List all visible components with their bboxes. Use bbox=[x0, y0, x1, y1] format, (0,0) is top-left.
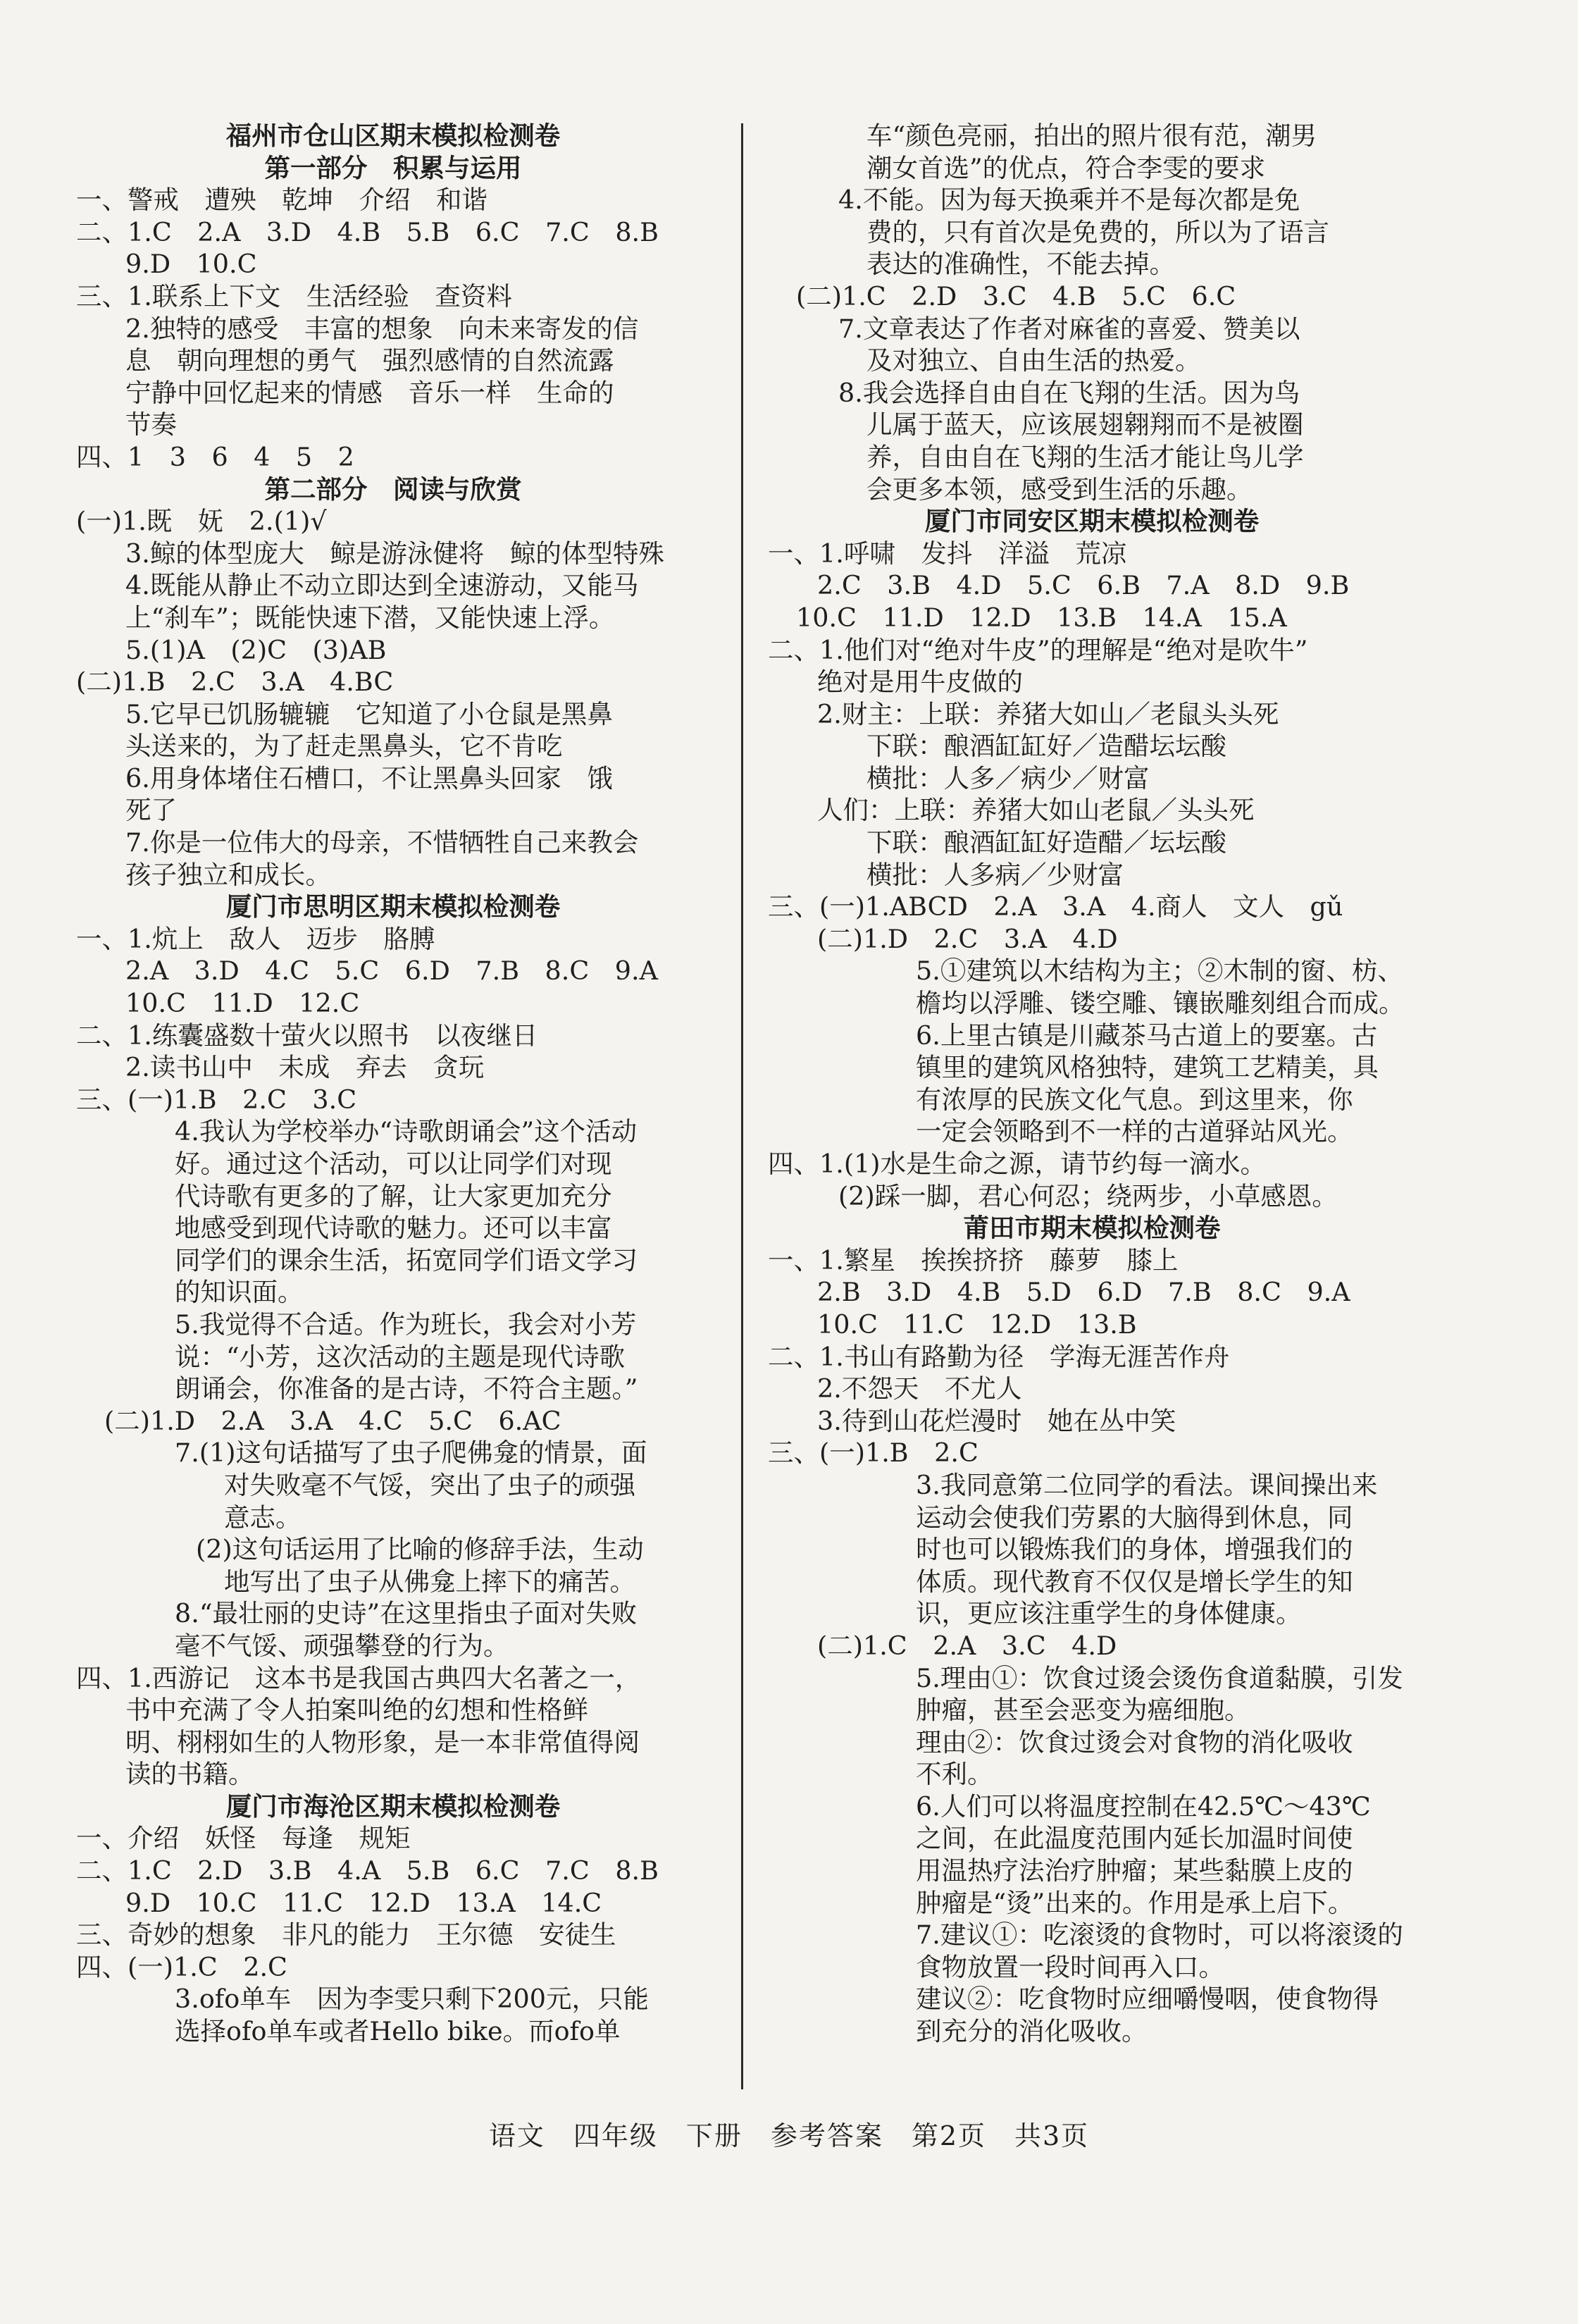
answer-line: 表达的准确性，不能去掉。 bbox=[866, 249, 1175, 280]
answer-line: 镇里的建筑风格独特，建筑工艺精美，具 bbox=[916, 1052, 1379, 1083]
answer-line: 肿瘤是“烫”出来的。作用是承上启下。 bbox=[916, 1887, 1354, 1918]
answer-line: 一、介绍 妖怪 每逢 规矩 bbox=[76, 1823, 411, 1854]
answer-line: 用温热疗法治疗肿瘤；某些黏膜上皮的 bbox=[916, 1855, 1353, 1886]
section-heading: 莆田市期末模拟检测卷 bbox=[963, 1213, 1221, 1244]
answer-line: 时也可以锻炼我们的身体，增强我们的 bbox=[916, 1534, 1353, 1565]
answer-line: 及对独立、自由生活的热爱。 bbox=[866, 345, 1201, 376]
answer-line: 孩子独立和成长。 bbox=[125, 859, 331, 890]
answer-line: 四、1.西游记 这本书是我国古典四大名著之一， bbox=[76, 1662, 641, 1693]
answer-line: 毫不气馁、顽强攀登的行为。 bbox=[175, 1630, 509, 1661]
answer-line: 7.文章表达了作者对麻雀的喜爱、赞美以 bbox=[838, 313, 1300, 344]
answer-line: 9.D 10.C bbox=[125, 249, 257, 280]
answer-line: (二)1.C 2.A 3.C 4.D bbox=[817, 1630, 1117, 1661]
section-heading: 厦门市同安区期末模拟检测卷 bbox=[924, 506, 1260, 537]
answer-line: 理由②：饮食过烫会对食物的消化吸收 bbox=[916, 1726, 1353, 1757]
answer-line: 二、1.C 2.D 3.B 4.A 5.B 6.C 7.C 8.B bbox=[76, 1855, 659, 1886]
answer-line: 4.既能从静止不动立即达到全速游动，又能马 bbox=[125, 570, 639, 601]
answer-line: 2.不怨天 不尤人 bbox=[817, 1373, 1022, 1404]
answer-line: 二、1.C 2.A 3.D 4.B 5.B 6.C 7.C 8.B bbox=[76, 216, 659, 247]
answer-line: 建议②：吃食物时应细嚼慢咽，使食物得 bbox=[916, 1984, 1379, 2015]
section-heading: 第二部分 阅读与欣赏 bbox=[264, 474, 522, 505]
answer-line: 8.我会选择自由自在飞翔的生活。因为鸟 bbox=[838, 377, 1300, 408]
answer-line: 节奏 bbox=[125, 409, 177, 440]
answer-line: 食物放置一段时间再入口。 bbox=[916, 1951, 1224, 1982]
answer-line: 三、奇妙的想象 非凡的能力 王尔德 安徒生 bbox=[76, 1920, 616, 1951]
answer-line: 2.A 3.D 4.C 5.C 6.D 7.B 8.C 9.A bbox=[125, 956, 658, 987]
answer-line: 地写出了虫子从佛龛上摔下的痛苦。 bbox=[224, 1566, 635, 1597]
answer-line: 7.(1)这句话描写了虫子爬佛龛的情景，面 bbox=[175, 1438, 647, 1469]
answer-line: 2.财主：上联：养猪大如山／老鼠头头死 bbox=[817, 698, 1279, 729]
answer-line: 8.“最壮丽的史诗”在这里指虫子面对失败 bbox=[175, 1598, 638, 1629]
answer-line: 到充分的消化吸收。 bbox=[916, 2016, 1148, 2047]
answer-line: 三、(一)1.ABCD 2.A 3.A 4.商人 文人 gǔ bbox=[768, 891, 1343, 922]
answer-line: 7.你是一位伟大的母亲，不惜牺牲自己来教会 bbox=[125, 827, 639, 858]
answer-line: 6.用身体堵住石槽口，不让黑鼻头回家 饿 bbox=[125, 762, 613, 793]
answer-line: 四、1.(1)水是生命之源，请节约每一滴水。 bbox=[768, 1149, 1267, 1179]
answer-line: 选择ofo单车或者Hello bike。而ofo单 bbox=[175, 2016, 621, 2047]
answer-line: 5.我觉得不合适。作为班长，我会对小芳 bbox=[175, 1309, 637, 1340]
left-column bbox=[76, 120, 710, 2048]
answer-line: 4.我认为学校举办“诗歌朗诵会”这个活动 bbox=[175, 1116, 638, 1147]
answer-line: 一、1.繁星 挨挨挤挤 藤萝 膝上 bbox=[768, 1244, 1179, 1275]
answer-line: (2)踩一脚，君心何忍；绕两步，小草感恩。 bbox=[838, 1180, 1338, 1211]
answer-line: 2.独特的感受 丰富的想象 向未来寄发的信 bbox=[125, 313, 639, 344]
answer-line: 头送来的，为了赶走黑鼻头，它不肯吃 bbox=[125, 731, 563, 762]
answer-line: 一、1.呼啸 发抖 洋溢 荒凉 bbox=[768, 538, 1127, 569]
answer-line: 识，更应该注重学生的身体健康。 bbox=[916, 1598, 1302, 1629]
answer-line: 三、(一)1.B 2.C bbox=[768, 1438, 979, 1469]
answer-line: 10.C 11.D 12.D 13.B 14.A 15.A bbox=[796, 602, 1287, 633]
answer-line: (二)1.D 2.A 3.A 4.C 5.C 6.AC bbox=[104, 1405, 561, 1436]
answer-line: 下联：酿酒缸缸好／造醋坛坛酸 bbox=[866, 731, 1226, 762]
answer-line: 二、1.练囊盛数十萤火以照书 以夜继日 bbox=[76, 1020, 538, 1051]
answer-line: 6.人们可以将温度控制在42.5℃～43℃ bbox=[916, 1791, 1371, 1822]
answer-line: 明、栩栩如生的人物形象，是一本非常值得阅 bbox=[125, 1726, 640, 1757]
answer-line: 朗诵会，你准备的是古诗，不符合主题。” bbox=[175, 1373, 638, 1404]
answer-line: 有浓厚的民族文化气息。到这里来，你 bbox=[916, 1084, 1353, 1115]
answer-line: 二、1.他们对“绝对牛皮”的理解是“绝对是吹牛” bbox=[768, 634, 1308, 665]
answer-line: 对失败毫不气馁，突出了虫子的顽强 bbox=[224, 1469, 635, 1500]
answer-line: 一、1.炕上 敌人 迈步 胳膊 bbox=[76, 923, 435, 954]
answer-line: 息 朝向理想的勇气 强烈感情的自然流露 bbox=[125, 345, 614, 376]
answer-line: (二)1.C 2.D 3.C 4.B 5.C 6.C bbox=[796, 280, 1236, 311]
answer-line: 运动会使我们劳累的大脑得到休息，同 bbox=[916, 1502, 1353, 1533]
answer-line: 会更多本领，感受到生活的乐趣。 bbox=[866, 474, 1253, 505]
answer-line: 的知识面。 bbox=[175, 1277, 304, 1308]
answer-line: 意志。 bbox=[224, 1502, 302, 1533]
answer-line: 3.待到山花烂漫时 她在丛中笑 bbox=[817, 1405, 1176, 1436]
answer-line: 人们：上联：养猪大如山老鼠／头头死 bbox=[817, 795, 1255, 826]
answer-line: 一定会领略到不一样的古道驿站风光。 bbox=[916, 1116, 1353, 1147]
answer-line: 2.C 3.B 4.D 5.C 6.B 7.A 8.D 9.B bbox=[817, 570, 1350, 601]
section-heading: 厦门市海沧区期末模拟检测卷 bbox=[225, 1791, 561, 1822]
page-footer: 语文 四年级 下册 参考答案 第2页 共3页 bbox=[488, 2120, 1090, 2151]
answer-line: 地感受到现代诗歌的魅力。还可以丰富 bbox=[175, 1213, 612, 1244]
answer-line: 10.C 11.D 12.C bbox=[125, 988, 360, 1019]
answer-line: 养，自由自在飞翔的生活才能让鸟儿学 bbox=[866, 441, 1304, 472]
answer-line: 横批：人多病／少财富 bbox=[866, 859, 1124, 890]
answer-line: 三、1.联系上下文 生活经验 查资料 bbox=[76, 280, 512, 311]
answer-line: 车“颜色亮丽，拍出的照片很有范，潮男 bbox=[866, 120, 1317, 151]
answer-line: 5.理由①：饮食过烫会烫伤食道黏膜，引发 bbox=[916, 1662, 1403, 1693]
answer-line: (二)1.D 2.C 3.A 4.D bbox=[817, 923, 1118, 954]
answer-line: 绝对是用牛皮做的 bbox=[817, 667, 1023, 698]
answer-line: 书中充满了令人拍案叫绝的幻想和性格鲜 bbox=[125, 1695, 588, 1726]
answer-line: 下联：酿酒缸缸好造醋／坛坛酸 bbox=[866, 827, 1226, 858]
answer-line: (2)这句话运用了比喻的修辞手法，生动 bbox=[196, 1534, 644, 1565]
section-heading: 厦门市思明区期末模拟检测卷 bbox=[225, 891, 561, 922]
answer-line: 读的书籍。 bbox=[125, 1759, 254, 1790]
answer-line: 3.我同意第二位同学的看法。课间操出来 bbox=[916, 1469, 1378, 1500]
answer-line: 同学们的课余生活，拓宽同学们语文学习 bbox=[175, 1244, 638, 1275]
answer-line: 之间，在此温度范围内延长加温时间使 bbox=[916, 1823, 1353, 1854]
answer-line: 10.C 11.C 12.D 13.B bbox=[817, 1309, 1137, 1340]
section-heading: 第一部分 积累与运用 bbox=[264, 152, 522, 183]
answer-line: 7.建议①：吃滚烫的食物时，可以将滚烫的 bbox=[916, 1920, 1403, 1951]
answer-line: 费的，只有首次是免费的，所以为了语言 bbox=[866, 216, 1329, 247]
answer-line: 三、(一)1.B 2.C 3.C bbox=[76, 1084, 357, 1115]
answer-line: 2.读书山中 未成 弃去 贪玩 bbox=[125, 1052, 485, 1083]
answer-line: 5.(1)A (2)C (3)AB bbox=[125, 634, 387, 665]
answer-line: 3.ofo单车 因为李雯只剩下200元，只能 bbox=[175, 1984, 649, 2015]
answer-line: 3.鲸的体型庞大 鲸是游泳健将 鲸的体型特殊 bbox=[125, 538, 664, 569]
answer-line: 宁静中回忆起来的情感 音乐一样 生命的 bbox=[125, 377, 614, 408]
answer-line: 四、1 3 6 4 5 2 bbox=[76, 441, 354, 472]
answer-line: 肿瘤，甚至会恶变为癌细胞。 bbox=[916, 1695, 1250, 1726]
right-column bbox=[768, 120, 1416, 2048]
answer-line: 5.①建筑以木结构为主；②木制的窗、枋、 bbox=[916, 956, 1403, 987]
answer-line: 四、(一)1.C 2.C bbox=[76, 1951, 287, 1982]
answer-line: 一、警戒 遭殃 乾坤 介绍 和谐 bbox=[76, 185, 487, 216]
answer-line: 说：“小芳，这次活动的主题是现代诗歌 bbox=[175, 1341, 626, 1372]
answer-line: 5.它早已饥肠辘辘 它知道了小仓鼠是黑鼻 bbox=[125, 698, 613, 729]
answer-line: 好。通过这个活动，可以让同学们对现 bbox=[175, 1149, 612, 1179]
answer-line: 上“刹车”；既能快速下潜，又能快速上浮。 bbox=[125, 602, 615, 633]
answer-line: 6.上里古镇是川藏茶马古道上的要塞。古 bbox=[916, 1020, 1378, 1051]
answer-line: 9.D 10.C 11.C 12.D 13.A 14.C bbox=[125, 1887, 602, 1918]
answer-line: 檐均以浮雕、镂空雕、镶嵌雕刻组合而成。 bbox=[916, 988, 1405, 1019]
column-divider bbox=[741, 123, 743, 2089]
answer-line: 潮女首选”的优点，符合李雯的要求 bbox=[866, 152, 1266, 183]
answer-line: (一)1.既 妩 2.(1)√ bbox=[76, 506, 327, 537]
section-heading: 福州市仓山区期末模拟检测卷 bbox=[225, 120, 561, 151]
answer-line: 不利。 bbox=[916, 1759, 993, 1790]
answer-line: (二)1.B 2.C 3.A 4.BC bbox=[76, 667, 394, 698]
answer-line: 代诗歌有更多的了解，让大家更加充分 bbox=[175, 1180, 612, 1211]
answer-line: 儿属于蓝天，应该展翅翱翔而不是被圈 bbox=[866, 409, 1304, 440]
answer-line: 4.不能。因为每天换乘并不是每次都是免 bbox=[838, 185, 1300, 216]
answer-line: 体质。现代教育不仅仅是增长学生的知 bbox=[916, 1566, 1353, 1597]
answer-line: 死了 bbox=[125, 795, 177, 826]
answer-line: 2.B 3.D 4.B 5.D 6.D 7.B 8.C 9.A bbox=[817, 1277, 1350, 1308]
answer-line: 二、1.书山有路勤为径 学海无涯苦作舟 bbox=[768, 1341, 1230, 1372]
answer-line: 横批：人多／病少／财富 bbox=[866, 762, 1150, 793]
